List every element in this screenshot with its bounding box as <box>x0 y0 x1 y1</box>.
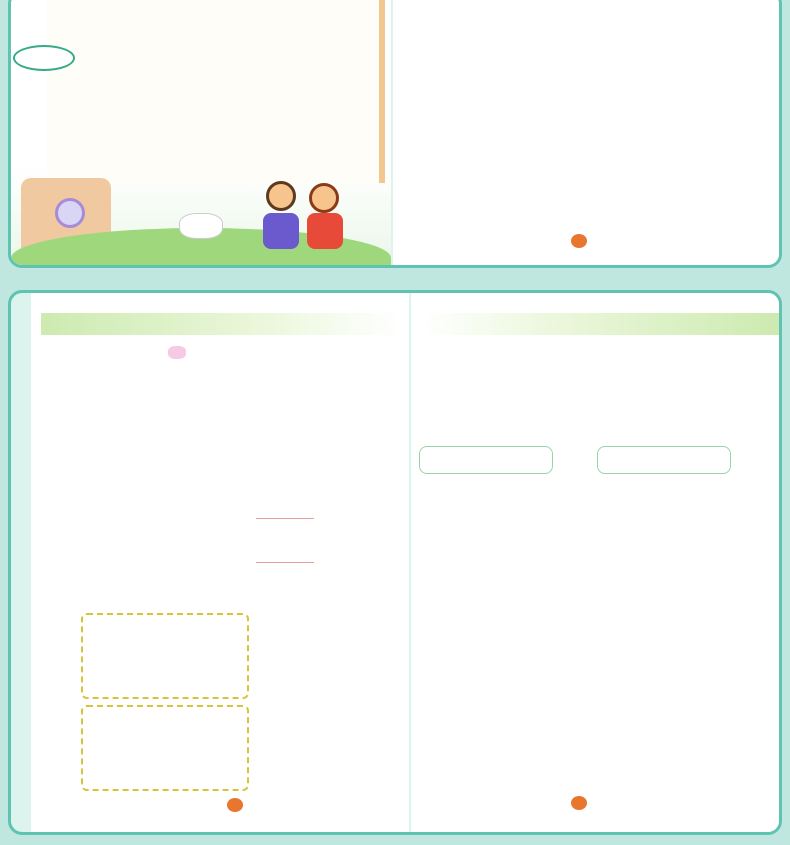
page-number-3 <box>571 796 587 810</box>
star-dots-box[interactable] <box>419 446 553 474</box>
arrow-icon <box>256 518 314 519</box>
dog-illustration <box>179 213 223 239</box>
car-dots-box[interactable] <box>597 446 731 474</box>
frog-symbol <box>168 346 186 359</box>
right-workbook-page <box>411 293 782 835</box>
toc-paper <box>47 0 385 183</box>
toc-page <box>11 0 391 268</box>
bear-group-box <box>81 613 249 699</box>
page-number-2 <box>227 798 243 812</box>
writing-page <box>393 0 782 268</box>
clock-icon <box>55 198 85 228</box>
brand-logo <box>13 45 75 71</box>
arrow-icon <box>256 562 314 563</box>
bottom-book-spread <box>8 290 782 835</box>
left-header-banner <box>41 313 401 335</box>
children-reading-illustration <box>261 181 351 251</box>
page-number-1 <box>571 234 587 248</box>
top-book-spread <box>8 0 782 268</box>
right-header-banner <box>421 313 779 335</box>
rabbit-group-box <box>81 705 249 791</box>
